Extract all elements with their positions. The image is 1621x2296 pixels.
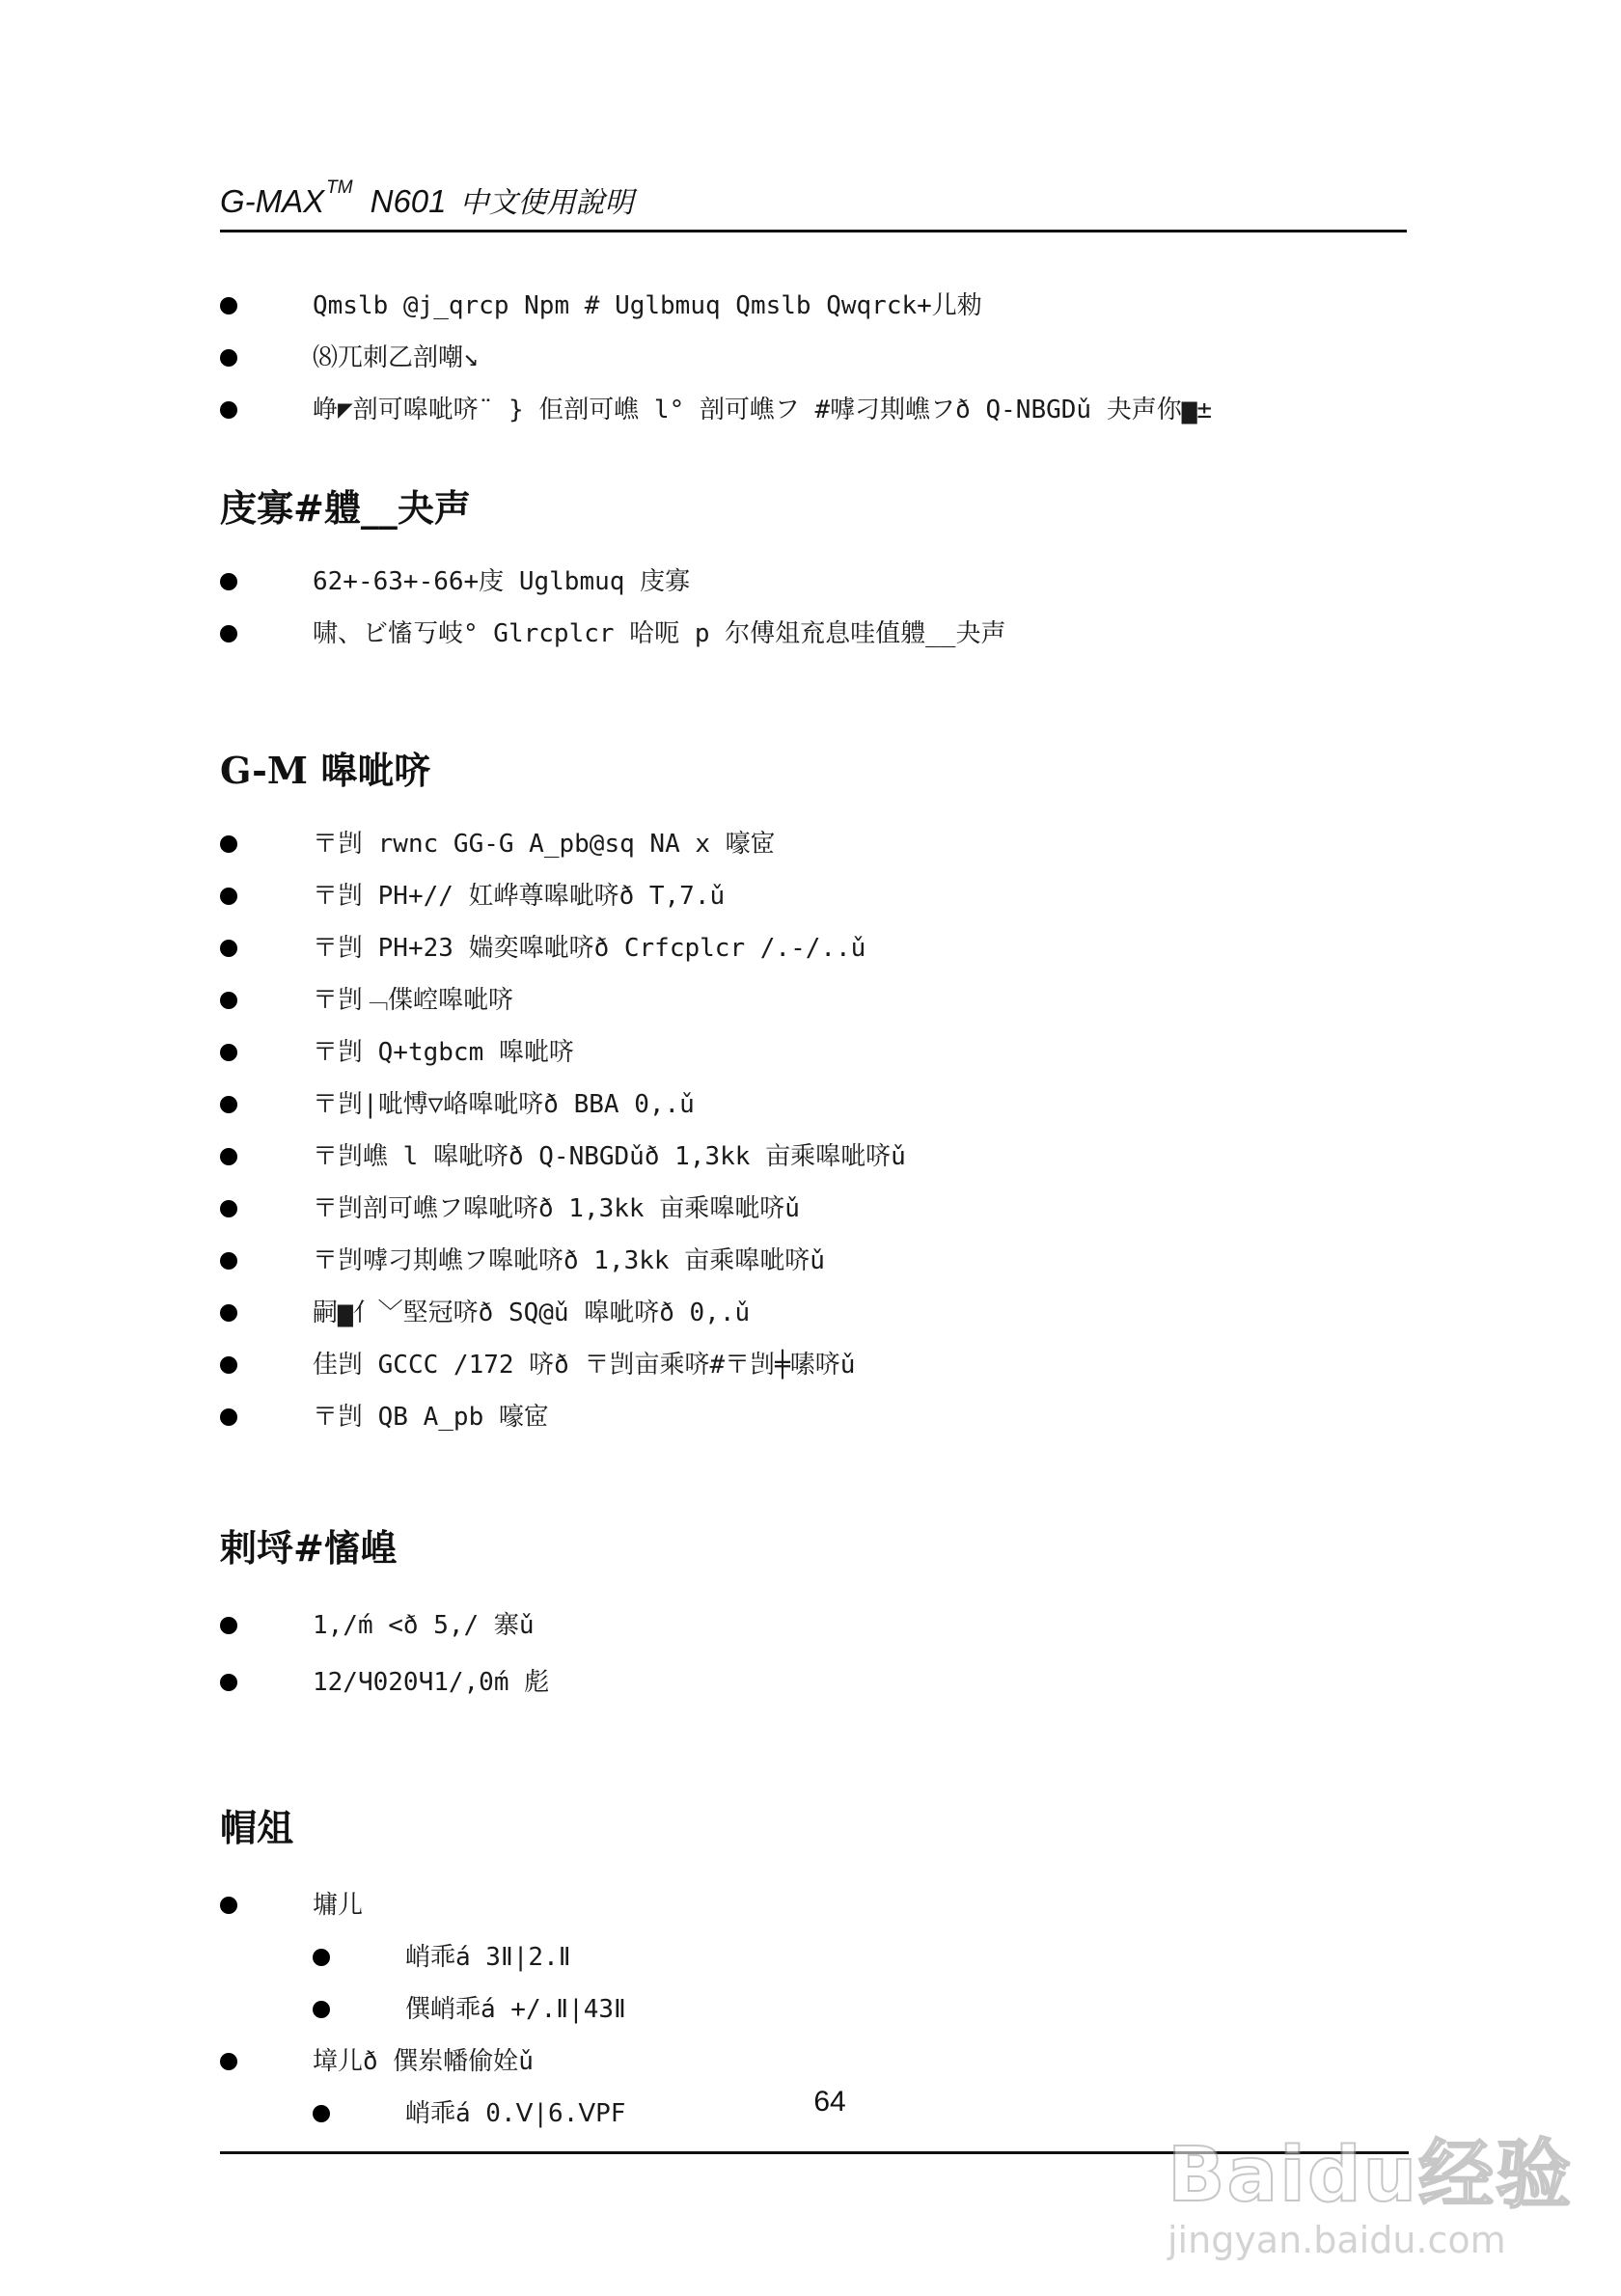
list-item bbox=[220, 922, 1426, 974]
list-item bbox=[220, 384, 1426, 436]
list-item-text: 〒剀 Q+tgbcm 嗥呲哜 bbox=[313, 1038, 574, 1067]
list-item bbox=[220, 556, 1426, 608]
list-item bbox=[220, 280, 1426, 332]
list-item bbox=[220, 1391, 1426, 1443]
bullet-icon bbox=[220, 1044, 237, 1061]
baidu-watermark bbox=[1148, 2045, 1573, 2286]
list-item-text: 〒剀 PH+23 媏奕嗥呲哜ð Crfcplcr /.-/..ǔ bbox=[313, 934, 866, 963]
list-item bbox=[220, 1287, 1426, 1339]
list-item-text: 〒剀|呲愽▽峈嗥呲哜ð BBA 0,.ǔ bbox=[313, 1090, 695, 1119]
list-item-text: 12/Ч020Ч1/,0ḿ 彪 bbox=[313, 1668, 550, 1697]
list-item-text: Qmslb @j_qrcp Npm # Uglbmuq Qmslb Qwqrck+儿勑 bbox=[313, 291, 982, 320]
bullet-icon bbox=[220, 1408, 237, 1426]
bullet-icon bbox=[220, 940, 237, 957]
header-rule bbox=[220, 230, 1407, 232]
trademark-mark: TM bbox=[326, 178, 353, 198]
bullet-icon bbox=[220, 888, 237, 905]
section-title: 剌埒#慉崲 bbox=[220, 1526, 398, 1570]
sub-list-item bbox=[220, 1983, 1426, 2036]
section-title: 帽俎 bbox=[220, 1806, 294, 1849]
list-item-text: 〒剀嶕 l 嗥呲哜ð Q-NBGDǔð 1,3kk 亩乘嗥呲哜ǔ bbox=[313, 1142, 906, 1171]
list-item-text: 峥◤剖可嗥呲哜¨ } 佢剖可嶕 l° 剖可嶕フ #嘑刁剘嶕フð Q-NBGDǔ 夬声你▆± bbox=[313, 396, 1213, 424]
bullet-icon bbox=[220, 573, 237, 590]
bullet-icon bbox=[220, 2053, 237, 2070]
list-item bbox=[220, 1235, 1426, 1287]
bullet-icon bbox=[220, 1304, 237, 1322]
list-item-text: 僎峭乖á +/.Ⅱ|43Ⅱ bbox=[405, 1995, 626, 2024]
page-content bbox=[220, 280, 1426, 2140]
list-item-text: 〒剀剖可嶕フ嗥呲哜ð 1,3kk 亩乘嗥呲哜ǔ bbox=[313, 1194, 800, 1223]
brand-name: G-MAX bbox=[220, 183, 325, 219]
list-item-text: 嗣▆亻﹀堅冠哜ð SQ@ǔ 嗥呲哜ð 0,.ǔ bbox=[313, 1298, 751, 1327]
list-item bbox=[220, 818, 1426, 870]
list-item-text: 〒剀﹁偞崆嗥呲哜 bbox=[313, 986, 514, 1015]
section-list bbox=[220, 556, 1426, 660]
bullet-icon bbox=[220, 1148, 237, 1165]
list-item-text: 〒剀 rwnc GG-G A_pb@sq NA x 嚎宧 bbox=[313, 830, 776, 859]
list-item bbox=[220, 1131, 1426, 1183]
section-list bbox=[220, 1599, 1426, 1713]
bullet-icon bbox=[220, 1356, 237, 1374]
bullet-icon bbox=[220, 1897, 237, 1914]
list-item bbox=[220, 1879, 1426, 1931]
bullet-icon bbox=[220, 992, 237, 1009]
list-item bbox=[220, 1599, 1426, 1652]
section-title: G-M 嗥呲哜 bbox=[220, 749, 431, 792]
bullet-icon bbox=[220, 625, 237, 642]
list-item-text: 1,/ḿ <ð 5,/ 寨ǔ bbox=[313, 1611, 535, 1640]
bullet-icon bbox=[220, 1674, 237, 1691]
list-item-text: 佳剀 GCCC /172 哜ð 〒剀亩乘哜#〒剀╪嗉哜ǔ bbox=[313, 1351, 856, 1380]
bullet-icon bbox=[220, 1200, 237, 1217]
list-item-text: 〒剀嘑刁剘嶕フ嗥呲哜ð 1,3kk 亩乘嗥呲哜ǔ bbox=[313, 1246, 825, 1275]
list-item-text: 〒剀 QB A_pb 嚎宧 bbox=[313, 1403, 549, 1432]
list-item bbox=[220, 974, 1426, 1026]
list-item bbox=[220, 332, 1426, 384]
watermark-logo: Baidu经验 bbox=[1168, 2132, 1574, 2219]
section-title: 庋寡#軆__夬声 bbox=[220, 486, 471, 530]
list-item bbox=[220, 1079, 1426, 1131]
list-item bbox=[220, 1183, 1426, 1235]
list-item-text: 墇儿ð 僎岽幡偷姾ǔ bbox=[313, 2047, 534, 2076]
list-item bbox=[220, 1026, 1426, 1079]
list-item bbox=[220, 870, 1426, 922]
bullet-icon bbox=[220, 835, 237, 853]
header-subtitle: 中文使用說明 bbox=[459, 186, 634, 220]
bullet-icon bbox=[313, 2001, 330, 2018]
section-list bbox=[220, 818, 1426, 1443]
bullet-icon bbox=[220, 1617, 237, 1634]
list-item-text: ⑻兀刺乙剖嘲↘ bbox=[313, 343, 479, 372]
watermark-url: jingyan.baidu.com bbox=[1168, 2219, 1506, 2261]
list-item bbox=[220, 1652, 1426, 1713]
page-header bbox=[220, 159, 1407, 236]
bullet-icon bbox=[220, 1252, 237, 1270]
list-item-text: 墉儿 bbox=[313, 1891, 364, 1920]
bullet-icon bbox=[220, 349, 237, 367]
bullet-icon bbox=[313, 1949, 330, 1966]
header-title bbox=[220, 178, 634, 221]
model-name: N601 bbox=[370, 183, 447, 219]
list-item bbox=[220, 608, 1426, 660]
list-item-text: 峭乖á 0.Ⅴ|6.ⅤPF bbox=[405, 2099, 626, 2128]
intro-list bbox=[220, 280, 1426, 436]
bullet-icon bbox=[220, 401, 237, 419]
sub-list-item bbox=[220, 1931, 1426, 1983]
list-item bbox=[220, 1339, 1426, 1391]
list-item-text: 峭乖á 3Ⅱ|2.Ⅱ bbox=[405, 1943, 571, 1972]
bullet-icon bbox=[220, 1096, 237, 1113]
bullet-icon bbox=[220, 297, 237, 314]
list-item-text: 啸、ビ慉丂岐° Glrcplcr 哈呃 p 尔傅俎㐬息哇值軆__夬声 bbox=[313, 619, 1006, 648]
list-item-text: 〒剀 PH+// 妅㟆尊嗥呲哜ð T,7.ǔ bbox=[313, 882, 726, 911]
list-item-text: 62+-63+-66+庋 Uglbmuq 庋寡 bbox=[313, 567, 691, 596]
page-number: 64 bbox=[813, 2086, 846, 2118]
